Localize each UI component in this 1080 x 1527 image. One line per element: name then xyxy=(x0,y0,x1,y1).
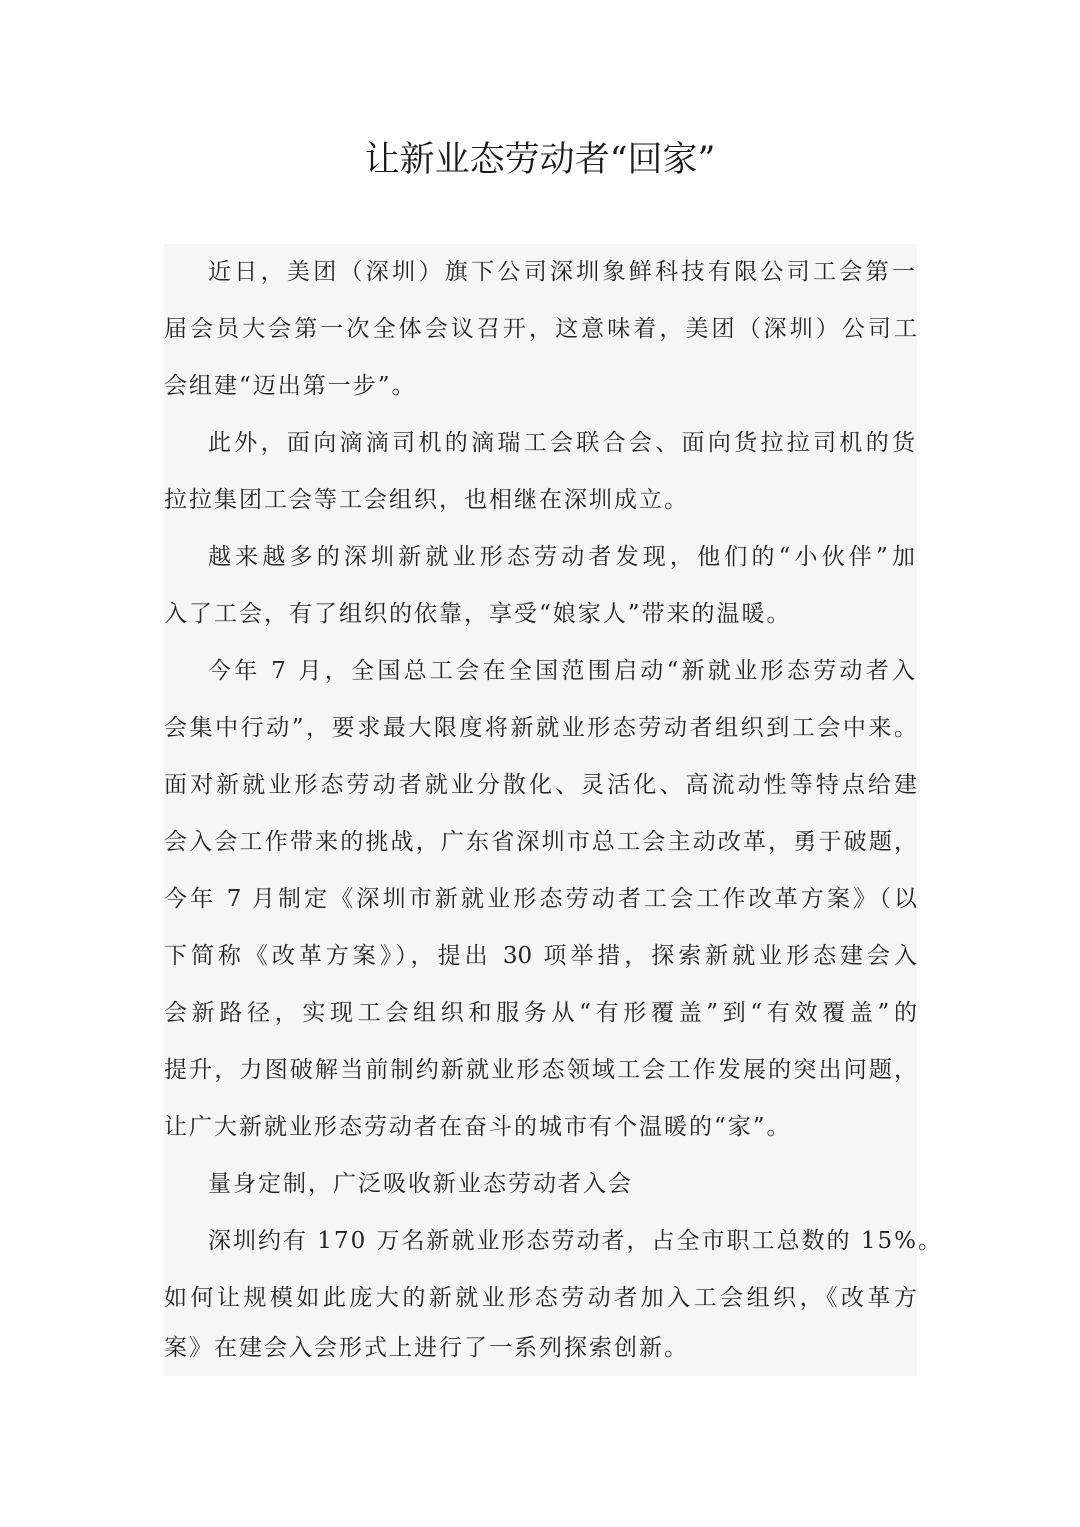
article-body xyxy=(164,244,943,1376)
document-title: 让新业态劳动者“回家” xyxy=(364,140,716,180)
paragraph-line: 如何让规模如此庞大的新就业形态劳动者加入工会组织，《改革方 xyxy=(164,1285,917,1311)
paragraph-line: 入了工会，有了组织的依靠，享受“娘家人”带来的温暖。 xyxy=(164,601,792,627)
section-subheading: 量身定制，广泛吸收新业态劳动者入会 xyxy=(208,1171,633,1197)
paragraph-line: 让广大新就业形态劳动者在奋斗的城市有个温暖的“家”。 xyxy=(164,1114,792,1140)
paragraph-line: 今年 7 月，全国总工会在全国范围启动“新就业形态劳动者入 xyxy=(208,658,917,684)
paragraph-line: 下简称《改革方案》），提出 30 项举措，探索新就业形态建会入 xyxy=(164,943,917,969)
paragraph-line: 面对新就业形态劳动者就业分散化、灵活化、高流动性等特点给建 xyxy=(164,772,917,798)
paragraph-line: 近日，美团（深圳）旗下公司深圳象鲜科技有限公司工会第一 xyxy=(208,259,917,285)
paragraph-line: 会新路径，实现工会组织和服务从“有形覆盖”到“有效覆盖”的 xyxy=(164,1000,917,1026)
paragraph-line: 案》在建会入会形式上进行了一系列探索创新。 xyxy=(164,1335,689,1361)
paragraph-line: 届会员大会第一次全体会议召开，这意味着，美团（深圳）公司工 xyxy=(164,316,917,342)
paragraph-line: 深圳约有 170 万名新就业形态劳动者，占全市职工总数的 15%。 xyxy=(208,1228,943,1254)
paragraph-line: 越来越多的深圳新就业形态劳动者发现，他们的“小伙伴”加 xyxy=(208,544,917,570)
paragraph-line: 拉拉集团工会等工会组织，也相继在深圳成立。 xyxy=(164,487,689,513)
paragraph-line: 会组建“迈出第一步”。 xyxy=(164,373,417,399)
paragraph-line: 提升，力图破解当前制约新就业形态领域工会工作发展的突出问题， xyxy=(164,1057,917,1083)
paragraph-line: 今年 7 月制定《深圳市新就业形态劳动者工会工作改革方案》（以 xyxy=(164,886,917,912)
paragraph-line: 此外，面向滴滴司机的滴瑞工会联合会、面向货拉拉司机的货 xyxy=(208,430,917,456)
paragraph-line: 会入会工作带来的挑战，广东省深圳市总工会主动改革，勇于破题， xyxy=(164,829,917,855)
paragraph-line: 会集中行动”，要求最大限度将新就业形态劳动者组织到工会中来。 xyxy=(164,715,917,741)
